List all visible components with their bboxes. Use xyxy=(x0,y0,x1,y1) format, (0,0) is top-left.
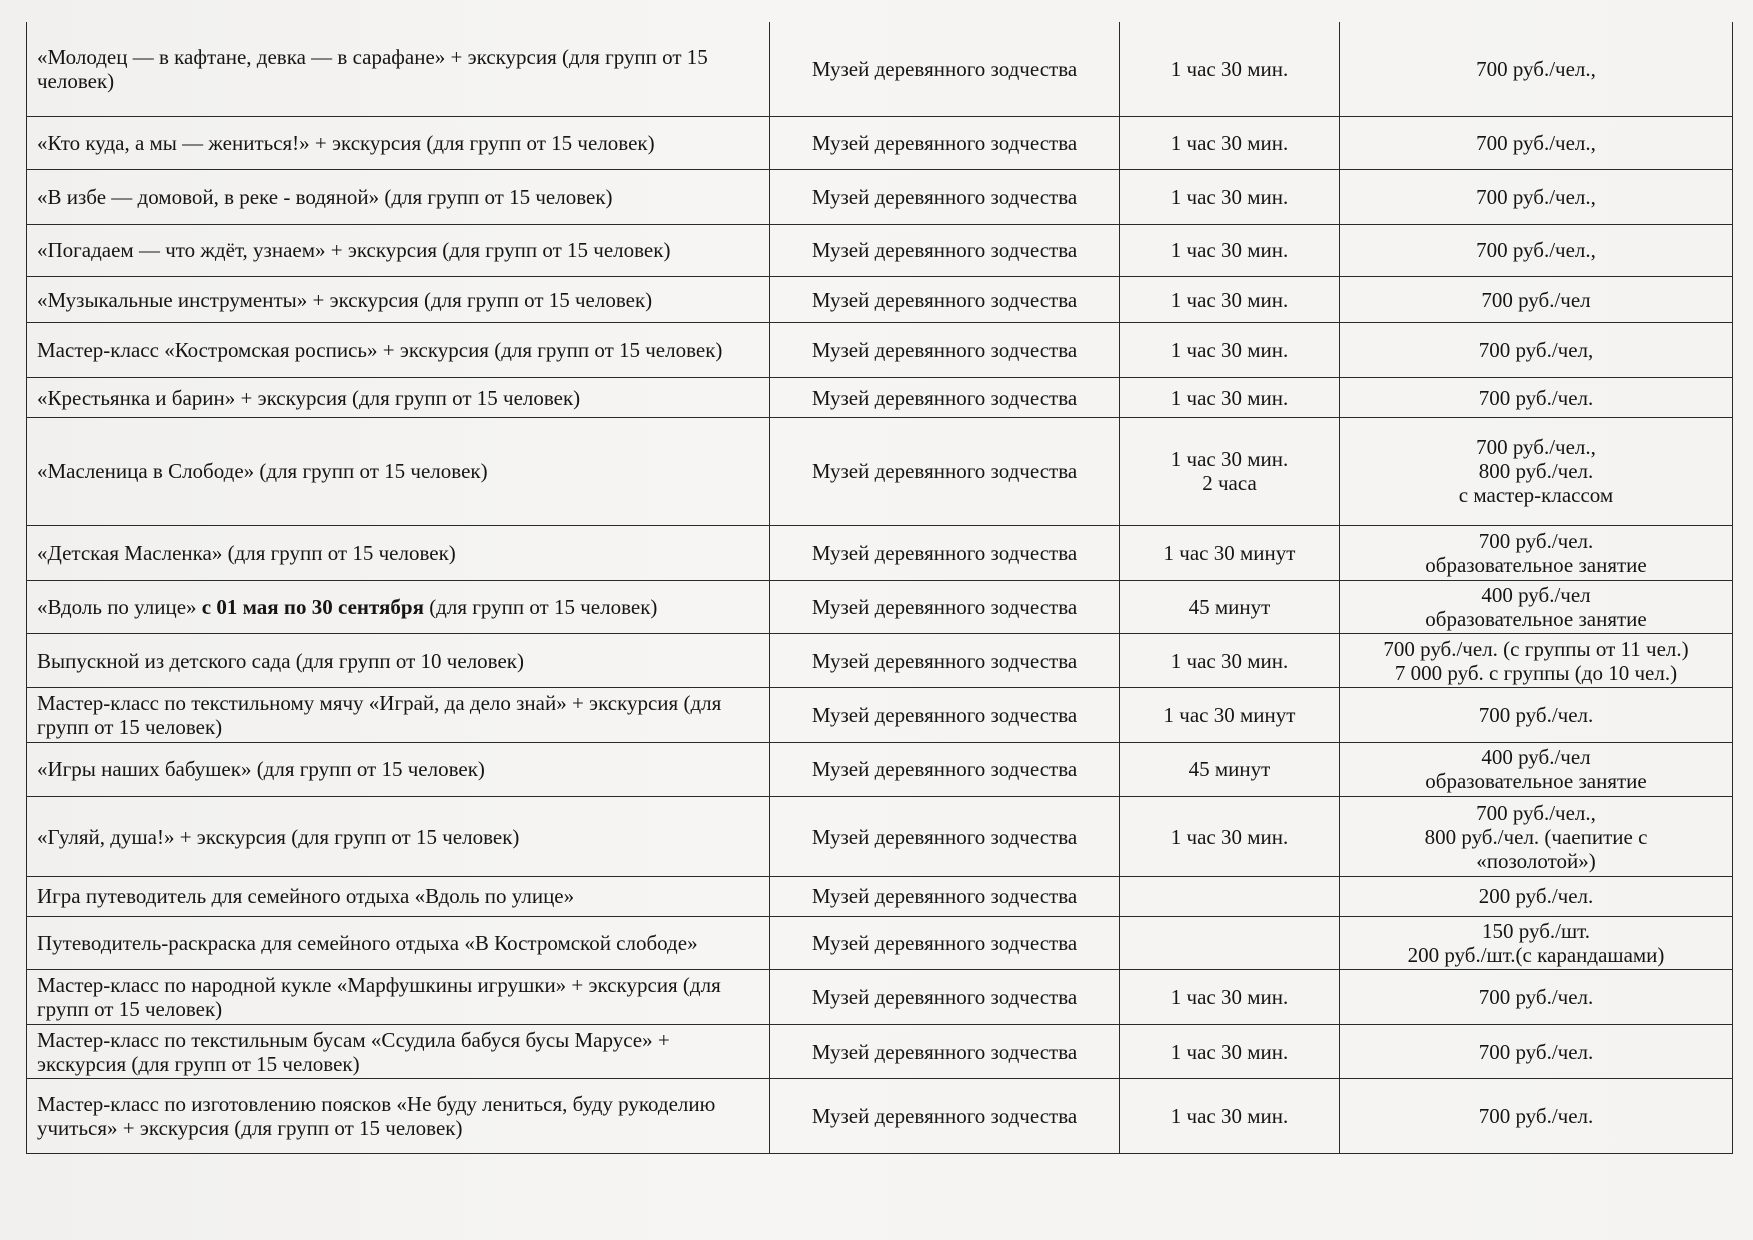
venue-cell xyxy=(770,634,1120,688)
price-line: 400 руб./чел xyxy=(1481,582,1591,607)
price-table xyxy=(26,22,1733,1154)
duration-line: 1 час 30 мин. xyxy=(1170,1039,1289,1064)
table-row xyxy=(27,877,1733,917)
price-line: 700 руб./чел. xyxy=(1478,703,1594,728)
venue-cell xyxy=(770,580,1120,634)
program-name-cell xyxy=(27,688,770,743)
price-cell xyxy=(1340,224,1733,277)
duration-line: 1 час 30 мин. xyxy=(1170,338,1289,363)
table-row xyxy=(27,378,1733,418)
table-row xyxy=(27,525,1733,580)
price-cell xyxy=(1340,1025,1733,1079)
table-row xyxy=(27,916,1733,970)
price-cell xyxy=(1340,378,1733,418)
price-cell xyxy=(1340,277,1733,323)
price-line: 200 руб./чел. xyxy=(1478,884,1594,909)
program-name-cell xyxy=(27,1025,770,1079)
price-cell xyxy=(1340,580,1733,634)
program-name-cell xyxy=(27,796,770,876)
price-cell xyxy=(1340,634,1733,688)
program-name: (для групп от 15 человек) xyxy=(423,594,658,619)
venue-cell xyxy=(770,796,1120,876)
venue-cell xyxy=(770,323,1120,378)
duration-cell xyxy=(1120,743,1340,797)
program-name: «Молодец — в кафтане, девка — в сарафане» + экскурсия (для групп от 15 человек) xyxy=(37,44,708,93)
program-name: Путеводитель-раскраска для семейного отдыха «В Костромской слободе» xyxy=(37,931,698,956)
duration-cell xyxy=(1120,1079,1340,1154)
venue-label: Музей деревянного зодчества xyxy=(811,184,1078,209)
venue-label: Музей деревянного зодчества xyxy=(811,985,1078,1010)
venue-label: Музей деревянного зодчества xyxy=(811,338,1078,363)
venue-label: Музей деревянного зодчества xyxy=(811,757,1078,782)
venue-label: Музей деревянного зодчества xyxy=(811,238,1078,263)
venue-cell xyxy=(770,1025,1120,1079)
program-name: Игра путеводитель для семейного отдыха «Вдоль по улице» xyxy=(37,884,575,909)
duration-cell xyxy=(1120,22,1340,116)
program-name: «Музыкальные инструменты» + экскурсия (для групп от 15 человек) xyxy=(37,287,653,312)
price-line: 700 руб./чел., xyxy=(1476,56,1596,81)
table-row xyxy=(27,688,1733,743)
duration-cell xyxy=(1120,169,1340,224)
venue-label: Музей деревянного зодчества xyxy=(811,931,1078,956)
table-row xyxy=(27,970,1733,1025)
venue-label: Музей деревянного зодчества xyxy=(811,703,1078,728)
venue-label: Музей деревянного зодчества xyxy=(811,540,1078,565)
venue-cell xyxy=(770,970,1120,1025)
program-name: Мастер-класс по народной кукле «Марфушкины игрушки» + экскурсия (для групп от 15 человек) xyxy=(37,973,721,1022)
venue-cell xyxy=(770,378,1120,418)
price-line: образовательное занятие xyxy=(1425,552,1647,577)
duration-cell xyxy=(1120,1025,1340,1079)
price-line: 700 руб./чел. xyxy=(1478,1039,1594,1064)
venue-cell xyxy=(770,22,1120,116)
duration-cell xyxy=(1120,378,1340,418)
program-name: «Крестьянка и барин» + экскурсия (для групп от 15 человек) xyxy=(37,385,581,410)
price-cell xyxy=(1340,116,1733,169)
table-row xyxy=(27,1079,1733,1154)
price-line: 200 руб./шт.(с карандашами) xyxy=(1407,943,1665,968)
duration-line: 45 минут xyxy=(1188,594,1271,619)
venue-cell xyxy=(770,116,1120,169)
duration-cell xyxy=(1120,796,1340,876)
duration-line: 1 час 30 мин. xyxy=(1170,648,1289,673)
price-line: 700 руб./чел., xyxy=(1476,435,1596,460)
program-dates: с 01 мая по 30 сентября xyxy=(201,594,424,619)
venue-cell xyxy=(770,417,1120,525)
table-row xyxy=(27,1025,1733,1079)
program-name-cell xyxy=(27,169,770,224)
price-line: 700 руб./чел, xyxy=(1478,338,1594,363)
program-name-cell xyxy=(27,224,770,277)
table-row xyxy=(27,323,1733,378)
venue-label: Музей деревянного зодчества xyxy=(811,459,1078,484)
program-name-cell xyxy=(27,970,770,1025)
table-row xyxy=(27,634,1733,688)
venue-cell xyxy=(770,743,1120,797)
program-name-cell xyxy=(27,116,770,169)
price-cell xyxy=(1340,1079,1733,1154)
price-cell xyxy=(1340,970,1733,1025)
duration-line: 1 час 30 мин. xyxy=(1170,824,1289,849)
venue-label: Музей деревянного зодчества xyxy=(811,884,1078,909)
program-name-cell xyxy=(27,877,770,917)
price-line: 700 руб./чел. xyxy=(1478,1104,1594,1129)
program-name: «Масленица в Слободе» (для групп от 15 человек) xyxy=(37,459,488,484)
program-name: «Игры наших бабушек» (для групп от 15 человек) xyxy=(37,757,485,782)
venue-label: Музей деревянного зодчества xyxy=(811,1104,1078,1129)
duration-line: 2 часа xyxy=(1202,471,1257,496)
price-line: образовательное занятие xyxy=(1425,769,1647,794)
program-name-cell xyxy=(27,378,770,418)
program-name: Мастер-класс по текстильным бусам «Ссудила бабуся бусы Марусе» + экскурсия (для групп от 15 человек) xyxy=(37,1027,670,1076)
duration-line: 1 час 30 мин. xyxy=(1170,985,1289,1010)
price-cell xyxy=(1340,743,1733,797)
duration-cell xyxy=(1120,688,1340,743)
duration-cell xyxy=(1120,877,1340,917)
table-row xyxy=(27,169,1733,224)
table-row xyxy=(27,417,1733,525)
table-body xyxy=(27,22,1733,1154)
price-line: «позолотой») xyxy=(1476,848,1596,873)
venue-label: Музей деревянного зодчества xyxy=(811,1039,1078,1064)
price-line: 700 руб./чел., xyxy=(1476,800,1596,825)
program-name-cell xyxy=(27,634,770,688)
program-name: «В избе — домовой, в реке - водяной» (для групп от 15 человек) xyxy=(37,184,613,209)
duration-line: 1 час 30 мин. xyxy=(1170,1104,1289,1129)
venue-cell xyxy=(770,169,1120,224)
duration-line: 45 минут xyxy=(1188,757,1271,782)
venue-cell xyxy=(770,688,1120,743)
table-row xyxy=(27,22,1733,116)
venue-cell xyxy=(770,1079,1120,1154)
price-line: 150 руб./шт. xyxy=(1482,919,1590,944)
price-cell xyxy=(1340,22,1733,116)
price-line: 800 руб./чел. (чаепитие с xyxy=(1424,824,1648,849)
venue-label: Музей деревянного зодчества xyxy=(811,824,1078,849)
duration-cell xyxy=(1120,224,1340,277)
duration-line: 1 час 30 мин. xyxy=(1170,184,1289,209)
program-name-cell xyxy=(27,277,770,323)
duration-line: 1 час 30 минут xyxy=(1163,540,1296,565)
price-cell xyxy=(1340,169,1733,224)
table-row xyxy=(27,277,1733,323)
table-row xyxy=(27,224,1733,277)
venue-label: Музей деревянного зодчества xyxy=(811,56,1078,81)
duration-line: 1 час 30 мин. xyxy=(1170,56,1289,81)
price-cell xyxy=(1340,916,1733,970)
price-line: 700 руб./чел., xyxy=(1476,130,1596,155)
duration-cell xyxy=(1120,970,1340,1025)
venue-label: Музей деревянного зодчества xyxy=(811,385,1078,410)
venue-cell xyxy=(770,877,1120,917)
duration-line: 1 час 30 мин. xyxy=(1170,238,1289,263)
duration-cell xyxy=(1120,525,1340,580)
price-line: 700 руб./чел., xyxy=(1476,238,1596,263)
venue-cell xyxy=(770,277,1120,323)
price-line: 700 руб./чел. (с группы от 11 чел.) xyxy=(1383,636,1689,661)
price-line: 700 руб./чел. xyxy=(1478,985,1594,1010)
price-line: 700 руб./чел., xyxy=(1476,184,1596,209)
venue-label: Музей деревянного зодчества xyxy=(811,594,1078,619)
venue-cell xyxy=(770,916,1120,970)
price-line: 7 000 руб. с группы (до 10 чел.) xyxy=(1394,660,1678,685)
program-name-cell xyxy=(27,525,770,580)
table-row xyxy=(27,580,1733,634)
table-row xyxy=(27,796,1733,876)
program-name: «Детская Масленка» (для групп от 15 человек) xyxy=(37,540,456,565)
program-name: «Вдоль по улице» xyxy=(37,594,202,619)
venue-cell xyxy=(770,224,1120,277)
duration-cell xyxy=(1120,916,1340,970)
venue-label: Музей деревянного зодчества xyxy=(811,287,1078,312)
price-cell xyxy=(1340,688,1733,743)
program-name: Мастер-класс по изготовлению поясков «Не буду лениться, буду рукоделию учиться» + экскурсия (для групп от 15 человек) xyxy=(37,1092,716,1141)
venue-cell xyxy=(770,525,1120,580)
duration-line: 1 час 30 мин. xyxy=(1170,130,1289,155)
price-line: 700 руб./чел xyxy=(1481,287,1591,312)
program-name: «Погадаем — что ждёт, узнаем» + экскурсия (для групп от 15 человек) xyxy=(37,238,671,263)
duration-line: 1 час 30 мин. xyxy=(1170,447,1289,472)
duration-cell xyxy=(1120,634,1340,688)
program-name: «Гуляй, душа!» + экскурсия (для групп от 15 человек) xyxy=(37,824,520,849)
program-name-cell xyxy=(27,323,770,378)
duration-line: 1 час 30 мин. xyxy=(1170,385,1289,410)
duration-line: 1 час 30 минут xyxy=(1163,703,1296,728)
price-line: 800 руб./чел. xyxy=(1478,459,1594,484)
duration-cell xyxy=(1120,580,1340,634)
price-line: образовательное занятие xyxy=(1425,606,1647,631)
price-line: 700 руб./чел. xyxy=(1478,385,1594,410)
duration-cell xyxy=(1120,116,1340,169)
price-cell xyxy=(1340,323,1733,378)
duration-cell xyxy=(1120,323,1340,378)
duration-line: 1 час 30 мин. xyxy=(1170,287,1289,312)
program-name: Выпускной из детского сада (для групп от 10 человек) xyxy=(37,648,524,673)
program-name-cell xyxy=(27,417,770,525)
duration-cell xyxy=(1120,417,1340,525)
program-name: Мастер-класс по текстильному мячу «Играй, да дело знай» + экскурсия (для групп от 15 человек) xyxy=(37,691,722,740)
price-cell xyxy=(1340,417,1733,525)
venue-label: Музей деревянного зодчества xyxy=(811,130,1078,155)
program-name: Мастер-класс «Костромская роспись» + экскурсия (для групп от 15 человек) xyxy=(37,338,723,363)
program-name-cell xyxy=(27,580,770,634)
table-row xyxy=(27,743,1733,797)
table-row xyxy=(27,116,1733,169)
price-line: 400 руб./чел xyxy=(1481,745,1591,770)
price-cell xyxy=(1340,525,1733,580)
venue-label: Музей деревянного зодчества xyxy=(811,648,1078,673)
price-cell xyxy=(1340,796,1733,876)
price-line: с мастер-классом xyxy=(1458,483,1614,508)
duration-cell xyxy=(1120,277,1340,323)
price-cell xyxy=(1340,877,1733,917)
program-name-cell xyxy=(27,22,770,116)
program-name-cell xyxy=(27,1079,770,1154)
price-line: 700 руб./чел. xyxy=(1478,528,1594,553)
program-name-cell xyxy=(27,916,770,970)
program-name-cell xyxy=(27,743,770,797)
program-name: «Кто куда, а мы — жениться!» + экскурсия (для групп от 15 человек) xyxy=(37,130,655,155)
